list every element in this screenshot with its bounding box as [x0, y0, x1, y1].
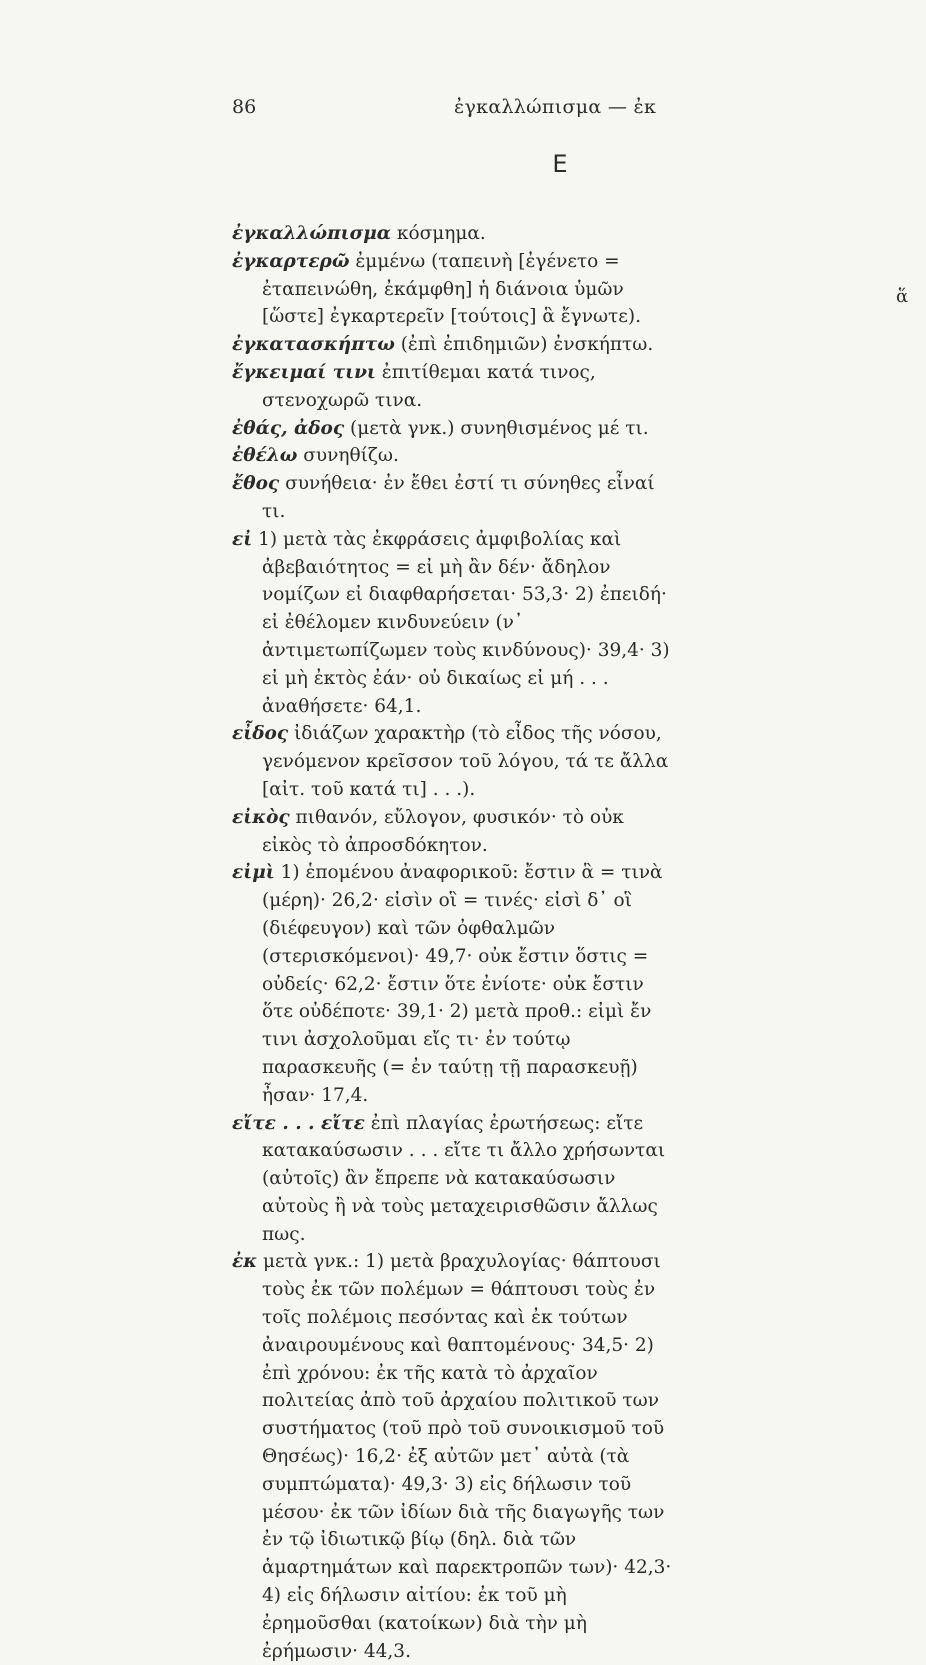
- headword: ἔθος: [232, 473, 280, 495]
- glossary-entry: [232, 415, 672, 443]
- glossary-entry: [232, 470, 672, 526]
- definition: μετὰ γνκ.: 1) μετὰ βραχυλογίας· θάπτουσι τοὺς ἐκ τῶν πολέμων = θάπτουσι τοὺς ἐν τοῖς πολέμοις πεσόντας καὶ ἐκ τούτων ἀναιρουμένους καὶ θαπτομένους· 34,5· 2) ἐπὶ χρόνου: ἐκ τῆς κατὰ τὸ ἀρχαῖον πολιτείας ἀπὸ τοῦ ἀρχαίου πολιτικοῦ των συστήματος (τοῦ πρὸ τοῦ συνοικισμοῦ τοῦ Θησέως)· 16,2· ἐξ αὐτῶν μετ᾿ αὐτὰ (τὰ συμπτώματα)· 49,3· 3) εἰς δήλωσιν τοῦ μέσου· ἐκ τῶν ἰδίων διὰ τῆς διαγωγῆς των ἐν τῷ ἰδιωτικῷ βίῳ (δηλ. διὰ τῶν ἁμαρτημάτων καὶ παρεκτροπῶν των)· 42,3· 4) εἰς δήλωσιν αἰτίου: ἐκ τοῦ μὴ ἐρημοῦσθαι (κατοίκων) διὰ τὴν μὴ ἐρήμωσιν· 44,3.: [257, 1251, 672, 1662]
- page-header: [232, 96, 672, 124]
- headword: ἐγκαρτερῶ: [232, 250, 350, 272]
- definition: συνηθίζω.: [297, 445, 399, 467]
- headword: ἐθάς, ἀδος: [232, 417, 345, 439]
- glossary-entry: [232, 720, 672, 803]
- headword: ἐκ: [232, 1251, 258, 1273]
- glossary-entry: [232, 248, 672, 331]
- definition: κόσμημα.: [391, 223, 486, 244]
- running-head: ἐγκαλλώπισμα — ἐκ: [454, 96, 657, 118]
- glossary-entry: [232, 526, 672, 721]
- headword: ἐθέλω: [232, 445, 298, 467]
- definition: ἰδιάζων χαρακτὴρ (τὸ εἶδος τῆς νόσου, γενόμενον κρεῖσσον τοῦ λόγου, τά τε ἄλλα [αἰτ. τοῦ κατά τι] . . .).: [262, 723, 669, 800]
- glossary-entry: [232, 442, 672, 470]
- page-number: 86: [232, 96, 257, 118]
- glossary-entry: [232, 859, 672, 1109]
- glossary-entry: [232, 220, 672, 248]
- headword: ἐγκατασκήπτω: [232, 334, 395, 356]
- definition: ἐπὶ πλαγίας ἐρωτήσεως: εἴτε κατακαύσωσιν . . . εἴτε τι ἄλλο χρήσωνται (αὐτοῖς) ἂν ἔπρεπε νὰ κατακαύσωσιν αὐτοὺς ἢ νὰ τοὺς μεταχειρισθῶσιν ἄλλως πως.: [262, 1112, 666, 1245]
- definition: ἐμμένω (ταπεινὴ [ἐγένετο = ἐταπεινώθη, ἐκάμφθη] ἡ διάνοια ὑμῶν [ὥστε] ἐγκαρτερεῖν [τούτοις] ἃ ἔγνωτε).: [262, 250, 641, 328]
- headword: ἔγκειμαί τινι: [232, 361, 376, 383]
- glossary-entry: [232, 331, 672, 359]
- headword: εἶδος: [232, 723, 289, 745]
- headword: ἐγκαλλώπισμα: [232, 223, 392, 244]
- glossary-entry: [232, 1248, 672, 1665]
- glossary-entry: [232, 804, 672, 860]
- definition: 1) ἑπομένου ἀναφορικοῦ: ἔστιν ἃ = τινὰ (μέρη)· 26,2· εἰσὶν οἳ = τινές· εἰσὶ δ᾿ οἳ (διέφευγον) καὶ τῶν ὀφθαλμῶν (στερισκόμενοι)· 49,7· οὐκ ἔστιν ὅστις = οὐδείς· 62,2· ἔστιν ὅτε ἐνίοτε· οὐκ ἔστιν ὅτε οὐδέποτε· 39,1· 2) μετὰ προθ.: εἰμὶ ἔν τινι ἀσχολοῦμαι εἴς τι· ἐν τούτῳ παρασκευῆς (= ἐν ταύτῃ τῇ παρασκευῇ) ἦσαν· 17,4.: [262, 862, 663, 1106]
- headword: εἰκὸς: [232, 806, 290, 828]
- definition: 1) μετὰ τὰς ἐκφράσεις ἀμφιβολίας καὶ ἀβεβαιότητος = εἰ μὴ ἂν δέν· ἄδηλον νομίζων εἰ διαφθαρήσεται· 53,3· 2) ἐπειδή· εἰ ἐθέλομεν κινδυνεύειν (ν᾿ ἀντιμετωπίζωμεν τοὺς κινδύνους)· 39,4· 3) εἰ μὴ ἐκτὸς ἐάν· οὐ δικαίως εἰ μή . . . ἀναθήσετε· 64,1.: [252, 528, 670, 717]
- definition: (μετὰ γνκ.) συνηθισμένος μέ τι.: [344, 417, 649, 439]
- section-letter: Ε: [552, 150, 568, 178]
- definition: ἐπιτίθεμαι κατά τινος, στενοχωρῶ τινα.: [262, 361, 596, 411]
- glossary-entries: [232, 220, 672, 1665]
- headword: εἴτε . . . εἴτε: [232, 1112, 365, 1134]
- glossary-entry: [232, 359, 672, 415]
- definition: πιθανόν, εὔλογον, φυσικόν· τὸ οὐκ εἰκὸς τὸ ἀπροσδόκητον.: [262, 806, 624, 856]
- headword: εἰμὶ: [232, 862, 275, 884]
- definition: συνήθεια· ἐν ἔθει ἐστί τι σύνηθες εἶναί τι.: [262, 473, 655, 522]
- definition: (ἐπὶ ἐπιδημιῶν) ἐνσκήπτω.: [394, 334, 654, 356]
- margin-glyph: ἅ: [896, 286, 909, 307]
- glossary-entry: [232, 1110, 672, 1249]
- headword: εἰ: [232, 528, 253, 550]
